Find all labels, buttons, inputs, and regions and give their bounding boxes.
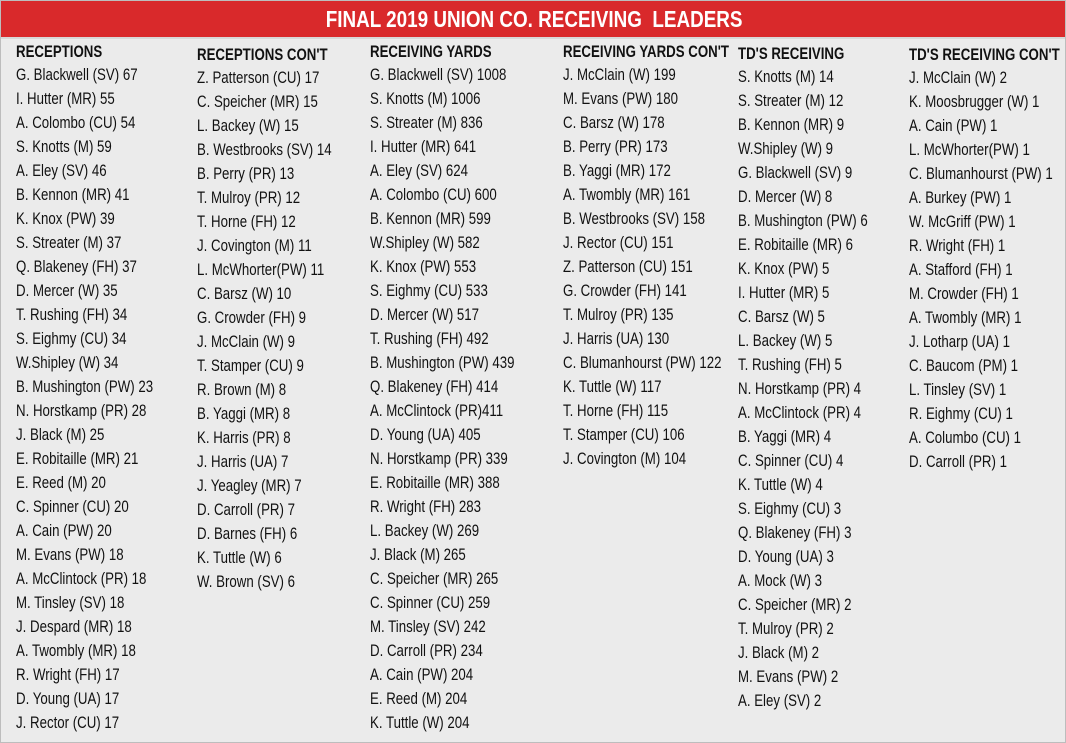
list-item: A. Twombly (MR) 1 bbox=[909, 308, 1022, 327]
list-item: G. Crowder (FH) 141 bbox=[563, 281, 687, 300]
list-item: C. Speicher (MR) 265 bbox=[370, 569, 499, 588]
list-item: B. Westbrooks (SV) 158 bbox=[563, 209, 705, 228]
column-heading: RECEIVING YARDS bbox=[370, 42, 492, 61]
list-item: Z. Patterson (CU) 17 bbox=[197, 68, 320, 87]
list-item: S. Knotts (M) 59 bbox=[16, 137, 112, 156]
list-item: J. Harris (UA) 130 bbox=[563, 329, 670, 348]
list-item: T. Mulroy (PR) 2 bbox=[738, 619, 834, 638]
list-item: T. Stamper (CU) 106 bbox=[563, 425, 685, 444]
list-item: I. Hutter (MR) 5 bbox=[738, 283, 830, 302]
list-item: C. Baucom (PM) 1 bbox=[909, 356, 1019, 375]
list-item: B. Perry (PR) 13 bbox=[197, 164, 295, 183]
list-item: I. Hutter (MR) 55 bbox=[16, 89, 115, 108]
list-item: M. Evans (PW) 180 bbox=[563, 89, 678, 108]
list-item: K. Harris (PR) 8 bbox=[197, 428, 291, 447]
list-item: B. Mushington (PW) 23 bbox=[16, 377, 154, 396]
list-item: B. Yaggi (MR) 8 bbox=[197, 404, 291, 423]
list-item: S. Streater (M) 836 bbox=[370, 113, 483, 132]
list-item: A. Colombo (CU) 600 bbox=[370, 185, 497, 204]
list-item: W.Shipley (W) 9 bbox=[738, 139, 834, 158]
list-item: J. McClain (W) 9 bbox=[197, 332, 295, 351]
list-item: C. Barsz (W) 178 bbox=[563, 113, 665, 132]
list-item: D. Carroll (PR) 234 bbox=[370, 641, 483, 660]
list-item: J. Black (M) 2 bbox=[738, 643, 820, 662]
list-item: C. Spinner (CU) 259 bbox=[370, 593, 491, 612]
list-item: R. Eighmy (CU) 1 bbox=[909, 404, 1013, 423]
column-tds-receiving bbox=[738, 43, 904, 713]
list-item: J. McClain (W) 2 bbox=[909, 68, 1007, 87]
entry-list bbox=[370, 63, 555, 735]
list-item: G. Crowder (FH) 9 bbox=[197, 308, 307, 327]
list-item: D. Carroll (PR) 7 bbox=[197, 500, 295, 519]
list-item: S. Knotts (M) 1006 bbox=[370, 89, 481, 108]
list-item: R. Wright (FH) 17 bbox=[16, 665, 120, 684]
list-item: I. Hutter (MR) 641 bbox=[370, 137, 477, 156]
list-item: B. Kennon (MR) 599 bbox=[370, 209, 491, 228]
list-item: W.Shipley (W) 34 bbox=[16, 353, 119, 372]
list-item: A. Cain (PW) 204 bbox=[370, 665, 474, 684]
list-item: G. Blackwell (SV) 9 bbox=[738, 163, 853, 182]
list-item: Z. Patterson (CU) 151 bbox=[563, 257, 693, 276]
list-item: B. Yaggi (MR) 4 bbox=[738, 427, 832, 446]
list-item: D. Carroll (PR) 1 bbox=[909, 452, 1007, 471]
list-item: E. Robitaille (MR) 6 bbox=[738, 235, 853, 254]
list-item: J. Covington (M) 104 bbox=[563, 449, 687, 468]
list-item: J. Despard (MR) 18 bbox=[16, 617, 132, 636]
column-tds-receiving-cont bbox=[909, 44, 1066, 474]
list-item: A. Columbo (CU) 1 bbox=[909, 428, 1022, 447]
column-heading: TD'S RECEIVING bbox=[738, 44, 845, 63]
entry-list bbox=[197, 66, 370, 594]
list-item: D. Young (UA) 405 bbox=[370, 425, 481, 444]
list-item: J. Covington (M) 11 bbox=[197, 236, 312, 255]
list-item: A. Twombly (MR) 161 bbox=[563, 185, 691, 204]
entry-list bbox=[738, 65, 904, 713]
list-item: S. Eighmy (CU) 3 bbox=[738, 499, 842, 518]
list-item: B. Kennon (MR) 9 bbox=[738, 115, 845, 134]
list-item: T. Rushing (FH) 34 bbox=[16, 305, 128, 324]
list-item: G. Blackwell (SV) 1008 bbox=[370, 65, 507, 84]
list-item: B. Mushington (PW) 6 bbox=[738, 211, 868, 230]
list-item: J. Rector (CU) 151 bbox=[563, 233, 674, 252]
list-item: Q. Blakeney (FH) 3 bbox=[738, 523, 852, 542]
list-item: D. Mercer (W) 517 bbox=[370, 305, 480, 324]
list-item: W. Brown (SV) 6 bbox=[197, 572, 295, 591]
list-item: T. Rushing (FH) 492 bbox=[370, 329, 489, 348]
list-item: Q. Blakeney (FH) 414 bbox=[370, 377, 499, 396]
entry-list bbox=[909, 66, 1066, 474]
list-item: T. Horne (FH) 12 bbox=[197, 212, 296, 231]
list-item: E. Robitaille (MR) 388 bbox=[370, 473, 500, 492]
list-item: J. Harris (UA) 7 bbox=[197, 452, 289, 471]
list-item: D. Mercer (W) 8 bbox=[738, 187, 833, 206]
list-item: C. Barsz (W) 10 bbox=[197, 284, 292, 303]
list-item: R. Wright (FH) 283 bbox=[370, 497, 482, 516]
list-item: C. Spinner (CU) 20 bbox=[16, 497, 129, 516]
list-item: T. Stamper (CU) 9 bbox=[197, 356, 304, 375]
title-banner bbox=[1, 1, 1066, 37]
list-item: T. Rushing (FH) 5 bbox=[738, 355, 842, 374]
list-item: A. McClintock (PR)411 bbox=[370, 401, 504, 420]
list-item: E. Reed (M) 20 bbox=[16, 473, 106, 492]
list-item: L. Backey (W) 15 bbox=[197, 116, 299, 135]
list-item: J. Rector (CU) 17 bbox=[16, 713, 120, 732]
list-item: S. Streater (M) 37 bbox=[16, 233, 122, 252]
list-item: A. Colombo (CU) 54 bbox=[16, 113, 136, 132]
list-item: K. Tuttle (W) 6 bbox=[197, 548, 282, 567]
list-item: K. Moosbrugger (W) 1 bbox=[909, 92, 1040, 111]
list-item: L. McWhorter(PW) 1 bbox=[909, 140, 1030, 159]
list-item: T. Mulroy (PR) 135 bbox=[563, 305, 674, 324]
list-item: N. Horstkamp (PR) 4 bbox=[738, 379, 862, 398]
entry-list bbox=[16, 63, 192, 735]
list-item: L. Tinsley (SV) 1 bbox=[909, 380, 1007, 399]
list-item: C. Blumanhourst (PW) 1 bbox=[909, 164, 1053, 183]
list-item: C. Speicher (MR) 2 bbox=[738, 595, 852, 614]
column-receiving-yards bbox=[370, 41, 555, 735]
list-item: A. Twombly (MR) 18 bbox=[16, 641, 136, 660]
list-item: J. McClain (W) 199 bbox=[563, 65, 676, 84]
list-item: T. Horne (FH) 115 bbox=[563, 401, 669, 420]
list-item: B. Kennon (MR) 41 bbox=[16, 185, 130, 204]
column-receptions bbox=[16, 41, 192, 735]
list-item: A. Mock (W) 3 bbox=[738, 571, 822, 590]
list-item: W.Shipley (W) 582 bbox=[370, 233, 480, 252]
list-item: J. Lotharp (UA) 1 bbox=[909, 332, 1010, 351]
list-item: J. Black (M) 265 bbox=[370, 545, 466, 564]
list-item: S. Eighmy (CU) 533 bbox=[370, 281, 488, 300]
list-item: A. McClintock (PR) 18 bbox=[16, 569, 147, 588]
list-item: A. Cain (PW) 20 bbox=[16, 521, 112, 540]
list-item: M. Tinsley (SV) 18 bbox=[16, 593, 125, 612]
column-heading: RECEPTIONS bbox=[16, 42, 103, 61]
list-item: C. Spinner (CU) 4 bbox=[738, 451, 844, 470]
list-item: L. Backey (W) 5 bbox=[738, 331, 833, 350]
list-item: S. Eighmy (CU) 34 bbox=[16, 329, 127, 348]
list-item: D. Barnes (FH) 6 bbox=[197, 524, 298, 543]
list-item: K. Knox (PW) 39 bbox=[16, 209, 115, 228]
list-item: J. Black (M) 25 bbox=[16, 425, 105, 444]
list-item: B. Westbrooks (SV) 14 bbox=[197, 140, 332, 159]
list-item: N. Horstkamp (PR) 28 bbox=[16, 401, 147, 420]
page-title: FINAL 2019 UNION CO. RECEIVING LEADERS bbox=[325, 6, 743, 32]
list-item: M. Evans (PW) 18 bbox=[16, 545, 124, 564]
list-item: R. Brown (M) 8 bbox=[197, 380, 287, 399]
list-item: W. McGriff (PW) 1 bbox=[909, 212, 1016, 231]
list-item: A. Cain (PW) 1 bbox=[909, 116, 998, 135]
column-heading: RECEIVING YARDS CON'T bbox=[563, 42, 729, 61]
list-item: S. Streater (M) 12 bbox=[738, 91, 844, 110]
list-item: K. Knox (PW) 5 bbox=[738, 259, 830, 278]
list-item: C. Speicher (MR) 15 bbox=[197, 92, 318, 111]
list-item: B. Yaggi (MR) 172 bbox=[563, 161, 671, 180]
list-item: M. Evans (PW) 2 bbox=[738, 667, 839, 686]
column-heading: RECEPTIONS CON'T bbox=[197, 45, 328, 64]
list-item: B. Perry (PR) 173 bbox=[563, 137, 668, 156]
list-item: A. Eley (SV) 624 bbox=[370, 161, 469, 180]
column-receptions-cont bbox=[197, 44, 370, 594]
list-item: D. Young (UA) 17 bbox=[16, 689, 120, 708]
list-item: A. Stafford (FH) 1 bbox=[909, 260, 1013, 279]
list-item: A. Eley (SV) 2 bbox=[738, 691, 822, 710]
list-item: R. Wright (FH) 1 bbox=[909, 236, 1006, 255]
list-item: D. Young (UA) 3 bbox=[738, 547, 834, 566]
list-item: G. Blackwell (SV) 67 bbox=[16, 65, 138, 84]
list-item: A. McClintock (PR) 4 bbox=[738, 403, 862, 422]
column-heading: TD'S RECEIVING CON'T bbox=[909, 45, 1060, 64]
list-item: M. Crowder (FH) 1 bbox=[909, 284, 1019, 303]
list-item: L. Backey (W) 269 bbox=[370, 521, 480, 540]
list-item: K. Tuttle (W) 4 bbox=[738, 475, 823, 494]
list-item: J. Yeagley (MR) 7 bbox=[197, 476, 302, 495]
list-item: D. Mercer (W) 35 bbox=[16, 281, 118, 300]
list-item: K. Tuttle (W) 117 bbox=[563, 377, 662, 396]
list-item: E. Reed (M) 204 bbox=[370, 689, 468, 708]
list-item: K. Tuttle (W) 204 bbox=[370, 713, 470, 732]
list-item: S. Knotts (M) 14 bbox=[738, 67, 834, 86]
list-item: Q. Blakeney (FH) 37 bbox=[16, 257, 137, 276]
list-item: T. Mulroy (PR) 12 bbox=[197, 188, 301, 207]
list-item: N. Horstkamp (PR) 339 bbox=[370, 449, 508, 468]
list-item: E. Robitaille (MR) 21 bbox=[16, 449, 139, 468]
list-item: B. Mushington (PW) 439 bbox=[370, 353, 515, 372]
list-item: C. Blumanhourst (PW) 122 bbox=[563, 353, 722, 372]
list-item: C. Barsz (W) 5 bbox=[738, 307, 825, 326]
list-item: A. Burkey (PW) 1 bbox=[909, 188, 1012, 207]
list-item: L. McWhorter(PW) 11 bbox=[197, 260, 325, 279]
list-item: A. Eley (SV) 46 bbox=[16, 161, 107, 180]
list-item: M. Tinsley (SV) 242 bbox=[370, 617, 486, 636]
list-item: K. Knox (PW) 553 bbox=[370, 257, 477, 276]
